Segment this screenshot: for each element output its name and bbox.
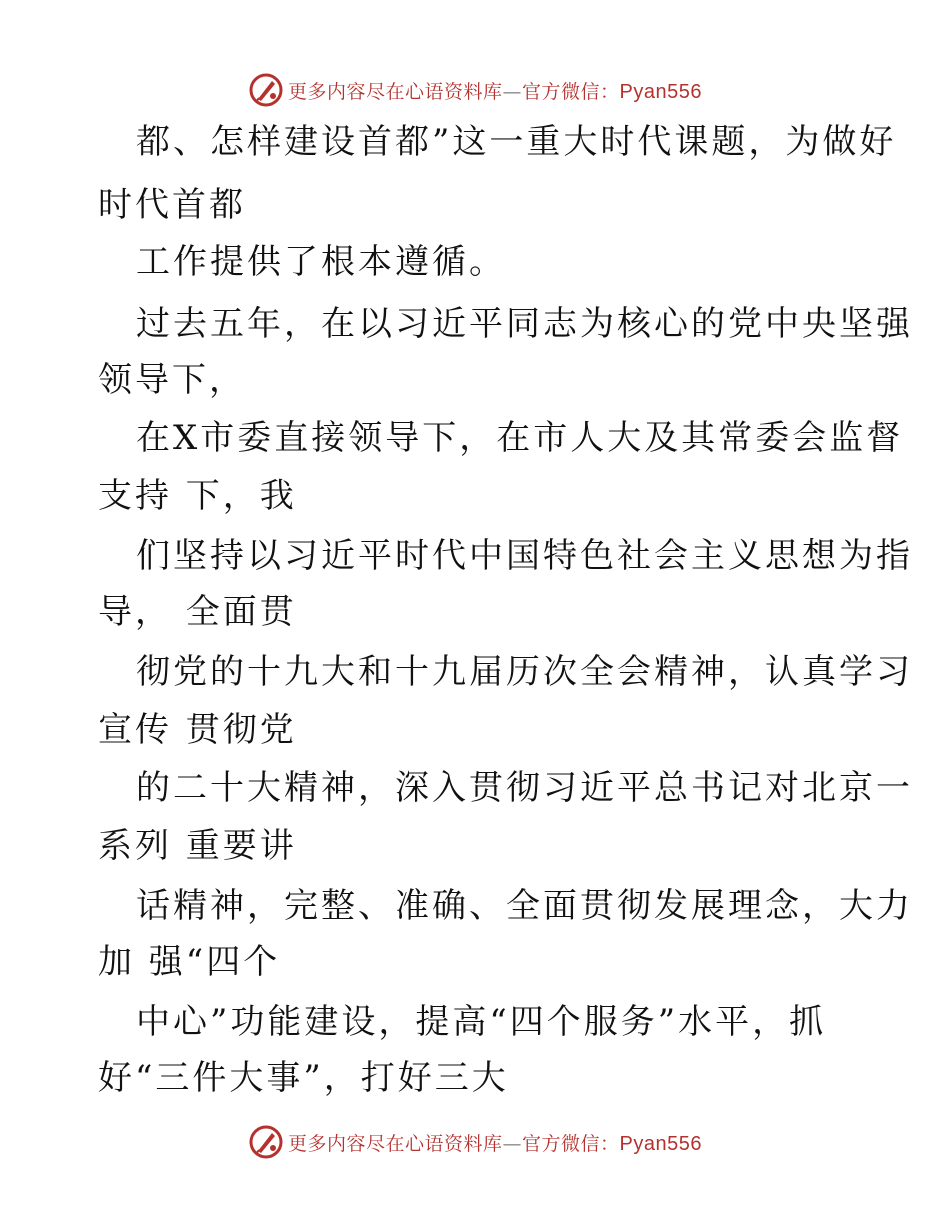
watermark-wechat-label: 官方微信： xyxy=(522,1132,620,1155)
watermark-wechat-id: Pyan556 xyxy=(619,1132,702,1155)
header-watermark xyxy=(0,70,950,110)
text-line: 话精神，完整、准确、全面贯彻发展理念，大力 xyxy=(136,886,913,926)
text-line: 的二十大精神，深入贯彻习近平总书记对北京一 xyxy=(136,768,913,808)
text-line: 领导下， xyxy=(98,360,246,400)
red-quill-emblem-icon xyxy=(248,72,284,108)
text-line: 加 强“四个 xyxy=(98,942,281,982)
text-line: 支持 下，我 xyxy=(98,476,297,516)
text-line: 彻党的十九大和十九届历次全会精神，认真学习 xyxy=(136,652,913,692)
text-line: 中心”功能建设，提高“四个服务”水平，抓 xyxy=(136,1002,827,1042)
red-quill-emblem-icon xyxy=(248,1124,284,1160)
watermark-site: 更多内容尽在心语资料库 xyxy=(288,1132,503,1155)
text-line: 时代首都 xyxy=(98,185,246,225)
watermark-wechat-id: Pyan556 xyxy=(619,80,702,103)
watermark-separator: — xyxy=(502,80,523,103)
watermark-text xyxy=(288,1129,702,1156)
text-line: 导， 全面贯 xyxy=(98,592,297,632)
text-line: 好“三件大事”，打好三大 xyxy=(98,1058,509,1098)
footer-watermark xyxy=(0,1122,950,1162)
watermark-text xyxy=(288,77,702,104)
text-line: 过去五年，在以习近平同志为核心的党中央坚强 xyxy=(136,304,913,344)
text-line: 都、怎样建设首都”这一重大时代课题，为做好 xyxy=(136,122,897,162)
text-line: 系列 重要讲 xyxy=(98,826,297,866)
text-line: 在X市委直接领导下，在市人大及其常委会监督 xyxy=(136,418,904,458)
text-line: 工作提供了根本遵循。 xyxy=(136,242,506,282)
text-line: 宣传 贯彻党 xyxy=(98,710,297,750)
text-line: 们坚持以习近平时代中国特色社会主义思想为指 xyxy=(136,536,913,576)
watermark-separator: — xyxy=(502,1132,523,1155)
watermark-wechat-label: 官方微信： xyxy=(522,80,620,103)
watermark-site: 更多内容尽在心语资料库 xyxy=(288,80,503,103)
